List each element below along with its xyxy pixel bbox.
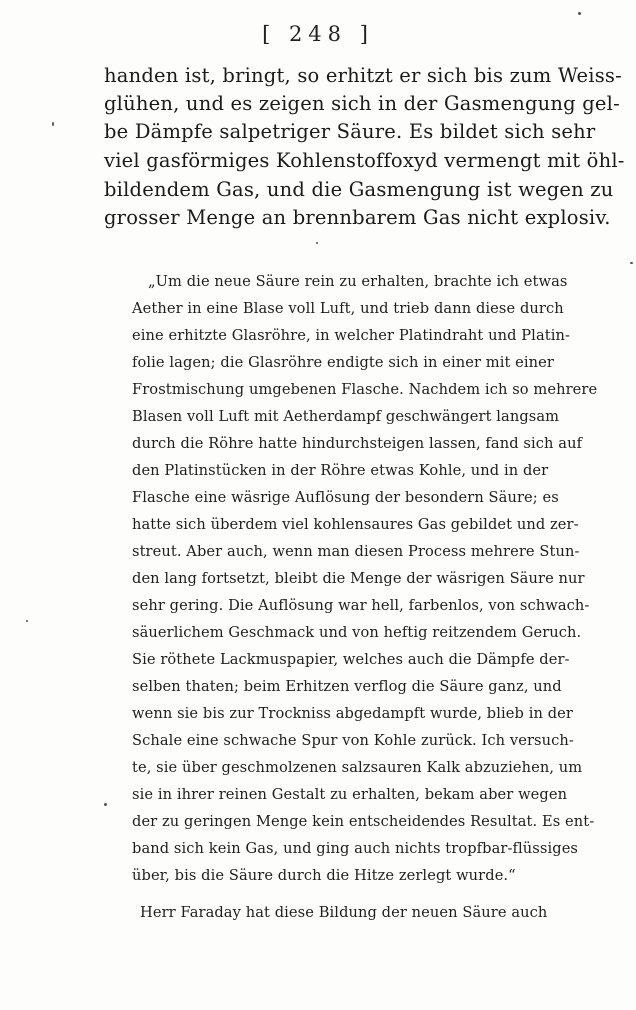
scan-speck	[578, 12, 581, 15]
text-line: grosser Menge an brennbarem Gas nicht explosiv.	[104, 206, 611, 229]
scan-speck	[104, 803, 107, 806]
page-number: [ 248 ]	[262, 22, 374, 46]
text-line: Schale eine schwache Spur von Kohle zurück. Ich versuch-	[132, 732, 574, 749]
text-line: Blasen voll Luft mit Aetherdampf geschwängert langsam	[132, 408, 560, 425]
scan-speck	[630, 262, 633, 264]
text-line: selben thaten; beim Erhitzen verflog die Säure ganz, und	[132, 678, 562, 695]
text-line: be Dämpfe salpetriger Säure. Es bildet sich sehr	[104, 120, 596, 143]
scan-speck	[52, 122, 54, 126]
text-line: sie in ihrer reinen Gestalt zu erhalten, bekam aber wegen	[132, 786, 568, 803]
text-line: sehr gering. Die Auflösung war hell, farbenlos, von schwach-	[132, 597, 590, 614]
text-line: Frostmischung umgebenen Flasche. Nachdem ich so mehrere	[132, 381, 598, 398]
text-line: über, bis die Säure durch die Hitze zerlegt wurde.“	[132, 867, 516, 884]
text-line: te, sie über geschmolzenen salzsauren Kalk abzuziehen, um	[132, 759, 583, 776]
text-line: der zu geringen Menge kein entscheidendes Resultat. Es ent-	[132, 813, 595, 830]
text-line: band sich kein Gas, und ging auch nichts tropfbar-flüssiges	[132, 840, 579, 857]
text-line: glühen, und es zeigen sich in der Gasmengung gel-	[104, 92, 620, 115]
scan-speck	[316, 242, 318, 244]
text-line: folie lagen; die Glasröhre endigte sich in einer mit einer	[132, 354, 554, 371]
text-line: Sie röthete Lackmuspapier, welches auch die Dämpfe der-	[132, 651, 570, 668]
text-line: eine erhitzte Glasröhre, in welcher Platindraht und Platin-	[132, 327, 571, 344]
text-line: Aether in eine Blase voll Luft, und trieb dann diese durch	[132, 300, 564, 317]
text-line: den Platinstücken in der Röhre etwas Kohle, und in der	[132, 462, 549, 479]
text-line: streut. Aber auch, wenn man diesen Process mehrere Stun-	[132, 543, 580, 560]
text-line: bildendem Gas, und die Gasmengung ist wegen zu	[104, 178, 614, 201]
text-line: hatte sich überdem viel kohlensaures Gas gebildet und zer-	[132, 516, 579, 533]
text-line: wenn sie bis zur Trockniss abgedampft wurde, blieb in der	[132, 705, 573, 722]
text-line: Flasche eine wäsrige Auflösung der besondern Säure; es	[132, 489, 559, 506]
text-line: den lang fortsetzt, bleibt die Menge der wäsrigen Säure nur	[132, 570, 585, 587]
text-line: viel gasförmiges Kohlenstoffoxyd vermengt mit öhl-	[104, 149, 625, 172]
text-line: „Um die neue Säure rein zu erhalten, brachte ich etwas	[148, 273, 568, 290]
text-line: handen ist, bringt, so erhitzt er sich bis zum Weiss-	[104, 64, 622, 87]
text-line: säuerlichem Geschmack und von heftig reitzendem Geruch.	[132, 624, 582, 641]
closing-line: Herr Faraday hat diese Bildung der neuen Säure auch	[140, 904, 548, 921]
text-line: durch die Röhre hatte hindurchsteigen lassen, fand sich auf	[132, 435, 583, 452]
scan-speck	[26, 620, 28, 622]
